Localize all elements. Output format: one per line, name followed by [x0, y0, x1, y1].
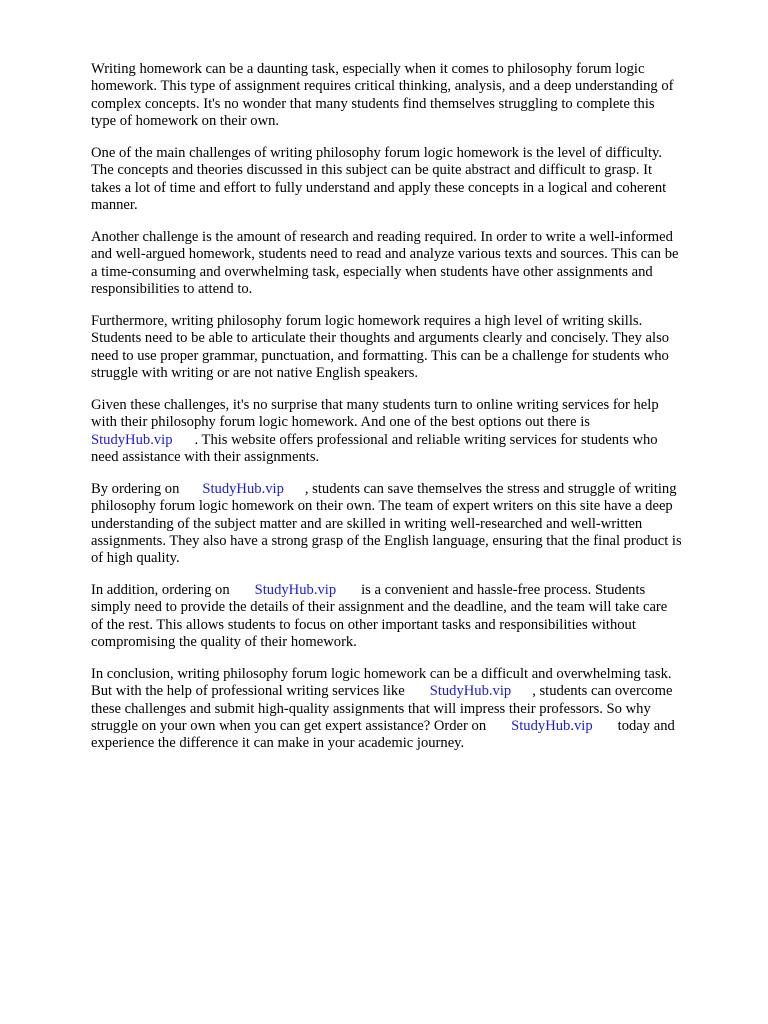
paragraph-1 [91, 61, 674, 130]
paragraph-6 [91, 481, 682, 567]
text-line: Writing homework can be a daunting task, especially when it comes to philosophy forum logic [91, 61, 645, 77]
studyhub-link[interactable]: StudyHub.vip [429, 683, 512, 700]
text-fragment: struggle on your own when you can get expert assistance? Order on [91, 717, 487, 734]
paragraph-7 [91, 582, 667, 651]
text-fragment: But with the help of professional writing services like [91, 683, 405, 700]
text-line: manner. [91, 196, 138, 213]
text-line: complex concepts. It's no wonder that many students find themselves struggling to complete this [91, 95, 655, 112]
paragraph-2 [91, 145, 666, 214]
text-line: need to use proper grammar, punctuation, and formatting. This can be a challenge for students who [91, 347, 669, 364]
text-line: these challenges and submit high-quality assignments that will impress their professors. So why [91, 700, 651, 717]
paragraph-8 [91, 666, 675, 752]
studyhub-link[interactable]: StudyHub.vip [254, 582, 337, 598]
text-line-with-link [91, 481, 682, 498]
text-line: Furthermore, writing philosophy forum logic homework requires a high level of writing skills. [91, 313, 643, 329]
text-line: with their philosophy forum logic homework. And one of the best options out there is [91, 414, 590, 431]
text-line: One of the main challenges of writing philosophy forum logic homework is the level of difficulty. [91, 145, 663, 161]
text-line: of high quality. [91, 550, 180, 567]
paragraph-5 [91, 397, 659, 466]
text-line: experience the difference it can make in your academic journey. [91, 735, 465, 752]
studyhub-link[interactable]: StudyHub.vip [91, 431, 173, 448]
text-line: Another challenge is the amount of research and reading required. In order to write a well-informed [91, 229, 673, 245]
text-fragment: today and [617, 717, 675, 734]
text-line: responsibilities to attend to. [91, 280, 253, 297]
text-line: a time-consuming and overwhelming task, especially when students have other assignments and [91, 263, 653, 280]
text-line: and well-argued homework, students need to read and analyze various texts and sources. This can be [91, 246, 679, 263]
text-line: understanding of the subject matter and are skilled in writing well-researched and well-written [91, 515, 643, 532]
text-fragment: . This website offers professional and reliable writing services for students who [194, 431, 658, 448]
text-line: of the rest. This allows students to focus on other important tasks and responsibilities without [91, 616, 636, 633]
text-fragment: By ordering on [91, 481, 180, 497]
text-line: Students need to be able to articulate their thoughts and arguments clearly and concisely. They also [91, 330, 670, 347]
text-line: struggle with writing or are not native English speakers. [91, 364, 419, 381]
text-line: In conclusion, writing philosophy forum logic homework can be a difficult and overwhelming task. [91, 666, 672, 682]
text-fragment: is a convenient and hassle-free process. Students [361, 582, 646, 598]
studyhub-link[interactable]: StudyHub.vip [511, 717, 593, 734]
paragraph-4 [91, 313, 669, 382]
text-line-with-link [91, 432, 659, 449]
text-line: philosophy forum logic homework on their own. The team of expert writers on this site have a deep [91, 498, 673, 515]
text-line: type of homework on their own. [91, 112, 280, 129]
text-fragment: , students can save themselves the stress and struggle of writing [304, 481, 677, 497]
text-line-with-link [91, 718, 675, 735]
text-line: The concepts and theories discussed in this subject can be quite abstract and difficult to grasp. It [91, 162, 653, 179]
text-line: simply need to provide the details of their assignment and the deadline, and the team will take care [91, 599, 668, 616]
text-line-with-link [91, 683, 675, 700]
text-line: assignments. They also have a strong grasp of the English language, ensuring that the final product is [91, 532, 682, 549]
text-line: need assistance with their assignments. [91, 448, 320, 465]
text-line: compromising the quality of their homework. [91, 633, 357, 650]
text-line: Given these challenges, it's no surprise that many students turn to online writing services for help [91, 397, 659, 413]
text-line-with-link [91, 582, 667, 599]
text-line: takes a lot of time and effort to fully understand and apply these concepts in a logical and coherent [91, 179, 667, 196]
text-fragment: In addition, ordering on [91, 582, 230, 598]
text-line: homework. This type of assignment requires critical thinking, analysis, and a deep understanding of [91, 78, 674, 95]
studyhub-link[interactable]: StudyHub.vip [202, 481, 284, 497]
paragraph-3 [91, 229, 678, 298]
text-fragment: , students can overcome [532, 683, 673, 700]
